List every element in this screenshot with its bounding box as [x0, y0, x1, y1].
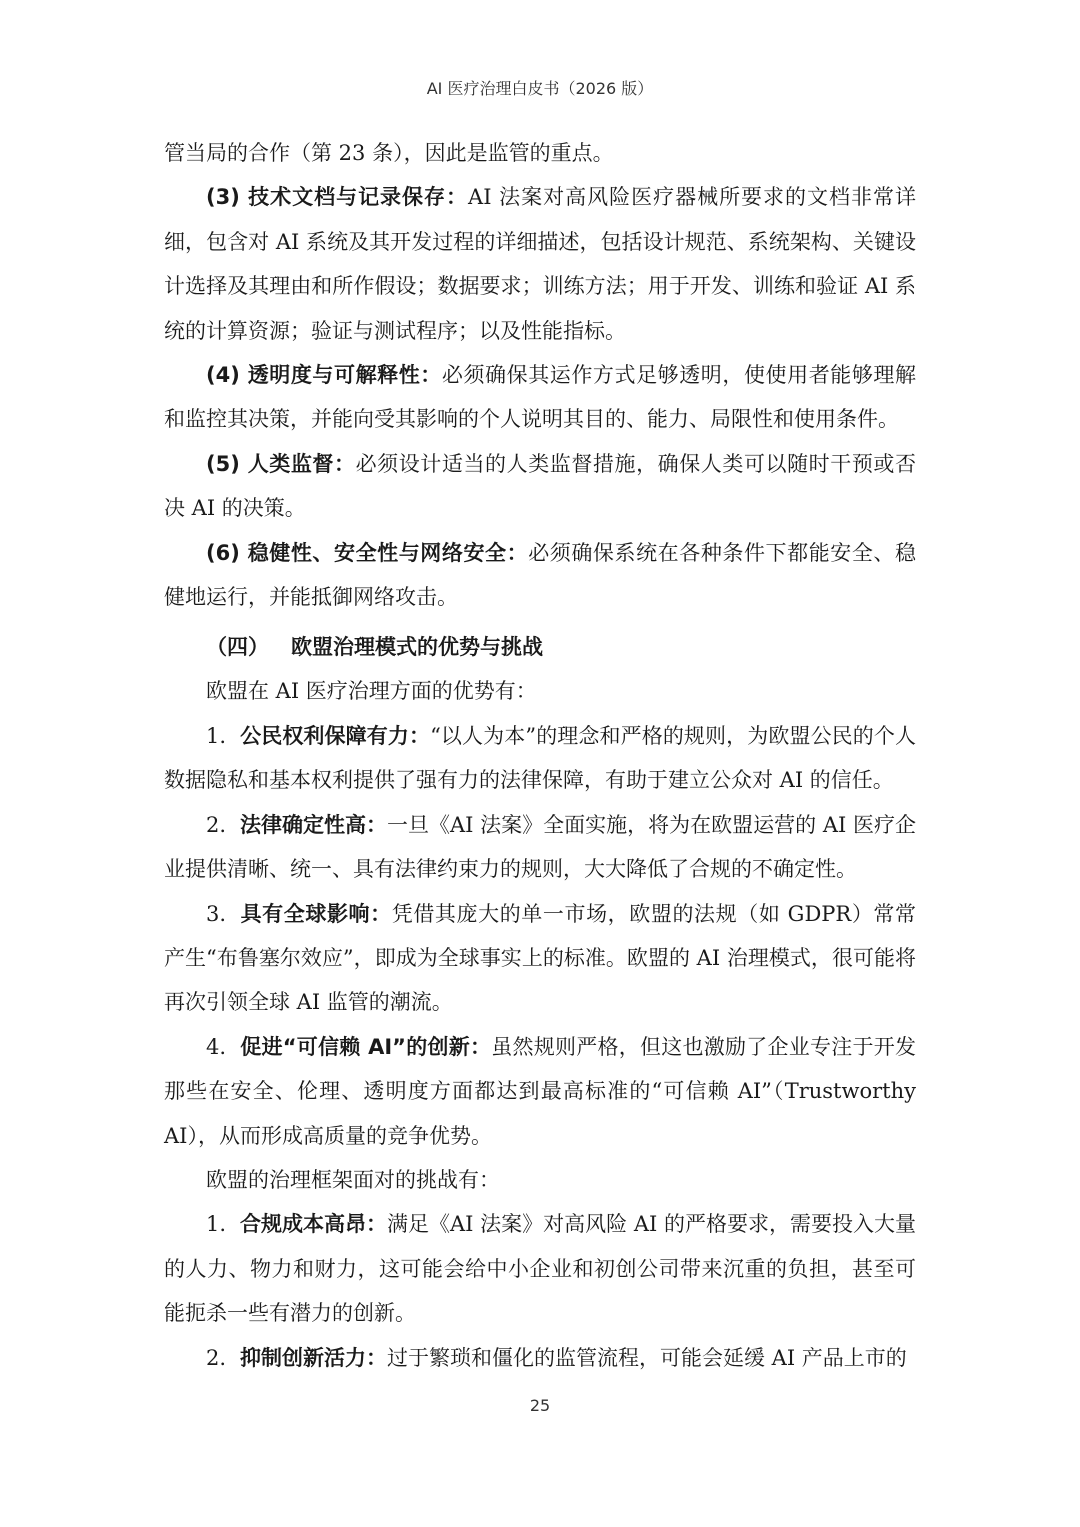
- page-number: 25: [529, 1396, 551, 1415]
- item-number: 3.: [206, 901, 227, 926]
- challenges-intro: 欧盟的治理框架面对的挑战有：: [206, 1167, 500, 1192]
- advantages-intro: 欧盟在 AI 医疗治理方面的优势有：: [206, 679, 537, 704]
- item-text: 一旦《AI 法案》全面实施，将为在欧盟运营的 AI 医疗企业提供清晰、统一、具有法律约束力的规则，大大降低了合规的不确定性。: [164, 812, 916, 882]
- advantage-item: [164, 803, 916, 892]
- item-text: 凭借其庞大的单一市场，欧盟的法规（如 GDPR）常常产生“布鲁塞尔效应”，即成为全球事实上的标准。欧盟的 AI 治理模式，很可能将再次引领全球 AI 监管的潮流。: [164, 901, 917, 1015]
- item-label: 促进“可信赖 AI”的创新：: [240, 1034, 492, 1059]
- requirement-5: [164, 442, 916, 531]
- requirement-6-text: 必须确保系统在各种条件下都能安全、稳健地运行，并能抵御网络攻击。: [164, 540, 917, 610]
- section-title: 欧盟治理模式的优势与挑战: [291, 635, 543, 660]
- item-label: 具有全球影响：: [240, 901, 392, 926]
- item-number: 2.: [206, 812, 227, 837]
- requirement-4-text: 必须确保其运作方式足够透明，使使用者能够理解和监控其决策，并能向受其影响的个人说明其目的、能力、局限性和使用条件。: [164, 363, 916, 432]
- section-heading: [164, 625, 916, 669]
- requirement-6: [164, 531, 916, 620]
- requirement-3: [164, 175, 916, 353]
- item-label: 法律确定性高：: [240, 812, 388, 837]
- requirement-5-label: (5) 人类监督：: [206, 451, 356, 476]
- item-label: 合规成本高昂：: [240, 1212, 388, 1237]
- requirement-6-label: (6) 稳健性、安全性与网络安全：: [206, 540, 529, 565]
- paragraph-continuation: 管当局的合作（第 23 条），因此是监管的重点。: [164, 141, 614, 165]
- advantage-item: [164, 714, 916, 803]
- item-text: 满足《AI 法案》对高风险 AI 的严格要求，需要投入大量的人力、物力和财力，这可能会给中小企业和初创公司带来沉重的负担，甚至可能扼杀一些有潜力的创新。: [164, 1212, 916, 1326]
- item-label: 公民权利保障有力：: [240, 723, 431, 748]
- item-number: 1.: [206, 723, 227, 748]
- running-header: AI 医疗治理白皮书（2026 版）: [426, 79, 654, 98]
- requirement-3-label: (3) 技术文档与记录保存：: [206, 185, 469, 210]
- page-body: [164, 131, 916, 1380]
- section-number: （四）: [206, 635, 269, 660]
- challenge-item: [164, 1336, 916, 1380]
- item-text: 过于繁琐和僵化的监管流程，可能会延缓 AI 产品上市的: [387, 1345, 907, 1370]
- item-number: 2.: [206, 1345, 227, 1370]
- item-label: 抑制创新活力：: [240, 1345, 387, 1370]
- challenge-item: [164, 1202, 916, 1335]
- requirement-4-label: (4) 透明度与可解释性：: [206, 363, 442, 388]
- item-text: 虽然规则严格，但这也激励了企业专注于开发那些在安全、伦理、透明度方面都达到最高标准的“可信赖 AI”（Trustworthy AI），从而形成高质量的竞争优势。: [164, 1034, 917, 1148]
- advantage-item: [164, 1025, 916, 1158]
- requirement-3-text: AI 法案对高风险医疗器械所要求的文档非常详细，包含对 AI 系统及其开发过程的详细描述，包括设计规范、系统架构、关键设计选择及其理由和所作假设；数据要求；训练方法；用于开发、训练和验证 AI 系统的计算资源；验证与测试程序；以及性能指标。: [164, 185, 916, 343]
- requirement-5-text: 必须设计适当的人类监督措施，确保人类可以随时干预或否决 AI 的决策。: [164, 451, 916, 521]
- item-text: “以人为本”的理念和严格的规则，为欧盟公民的个人数据隐私和基本权利提供了强有力的法律保障，有助于建立公众对 AI 的信任。: [164, 723, 916, 793]
- advantage-item: [164, 892, 916, 1025]
- requirement-4: [164, 353, 916, 442]
- item-number: 4.: [206, 1034, 227, 1059]
- item-number: 1.: [206, 1212, 227, 1237]
